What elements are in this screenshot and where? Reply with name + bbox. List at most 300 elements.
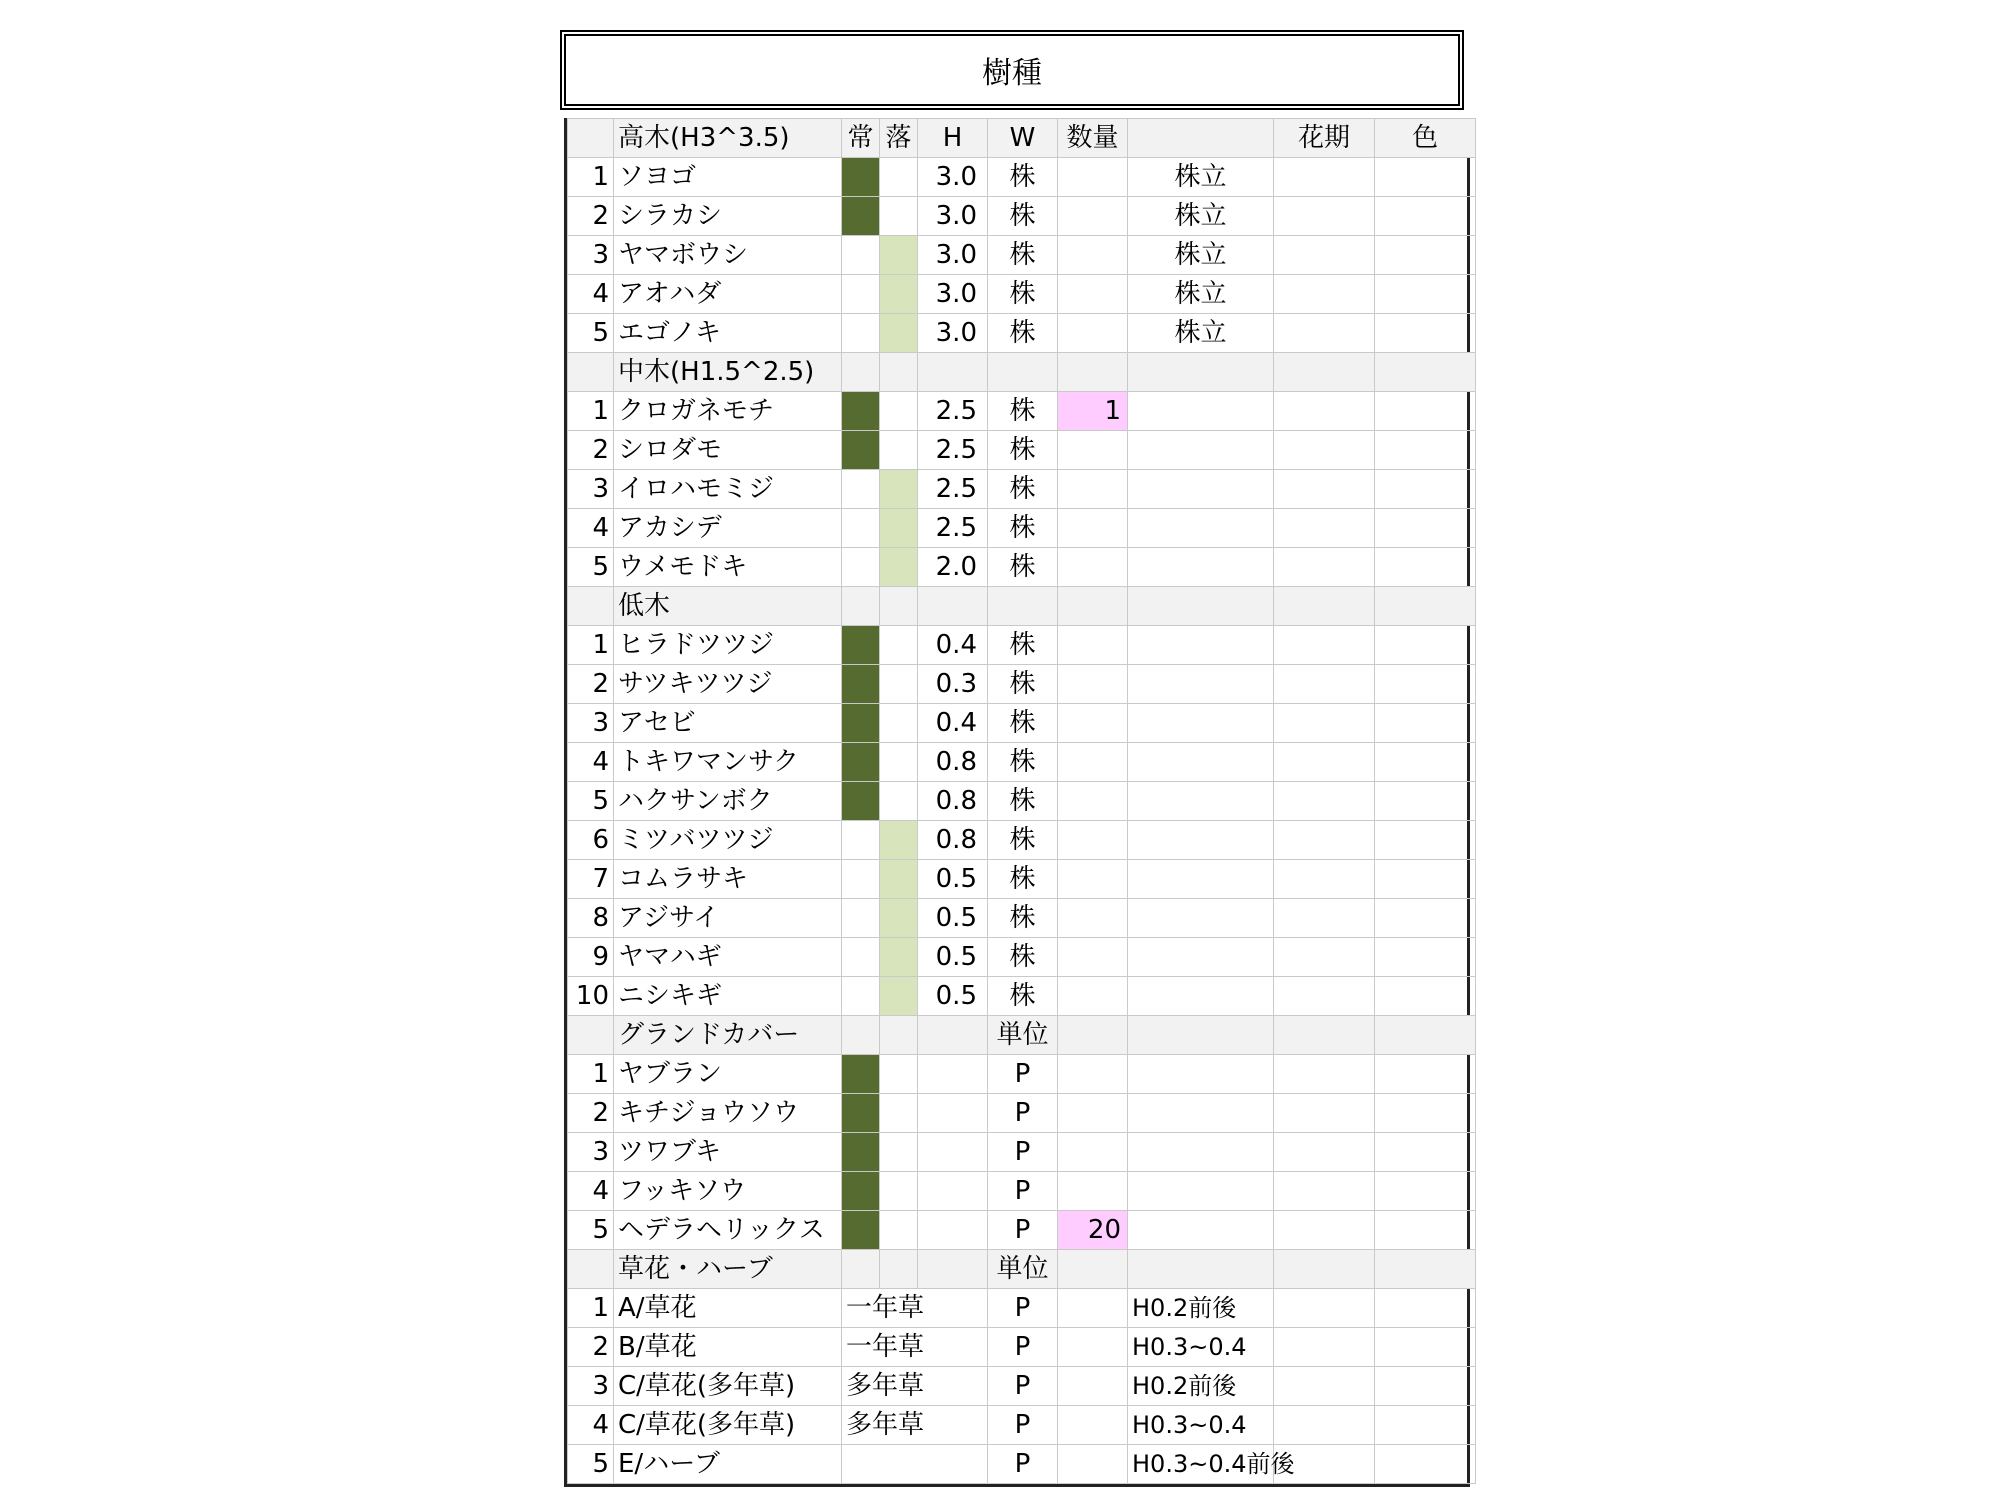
evergreen-marker: [842, 977, 880, 1016]
color-value: [1375, 977, 1476, 1016]
table-row: [568, 1445, 1476, 1484]
plant-name: ツワブキ: [614, 1133, 842, 1172]
plant-name: C/草花(多年草): [614, 1367, 842, 1406]
evergreen-marker: [842, 1172, 880, 1211]
row-number: 5: [568, 1445, 614, 1484]
note-value: [1128, 860, 1274, 899]
section-title: 草花・ハーブ: [614, 1250, 842, 1289]
deciduous-marker: [880, 275, 918, 314]
section-deciduous: [880, 1016, 918, 1055]
header-row: [568, 119, 1476, 158]
section-color: [1375, 587, 1476, 626]
width-value: 株: [988, 236, 1058, 275]
quantity-value: [1058, 938, 1128, 977]
color-value: [1375, 158, 1476, 197]
bloom-value: [1274, 665, 1375, 704]
width-value: 株: [988, 743, 1058, 782]
color-value: [1375, 431, 1476, 470]
deciduous-marker: [880, 1094, 918, 1133]
deciduous-marker: [880, 392, 918, 431]
note-value: H0.2前後: [1128, 1367, 1274, 1406]
note-value: [1128, 626, 1274, 665]
evergreen-marker: [842, 782, 880, 821]
table-row: [568, 1211, 1476, 1250]
height-value: [918, 1172, 988, 1211]
section-title: 中木(H1.5^2.5): [614, 353, 842, 392]
table-row: [568, 431, 1476, 470]
note-value: [1128, 1094, 1274, 1133]
plant-name: ミツバツツジ: [614, 821, 842, 860]
header-color: 色: [1375, 119, 1476, 158]
height-value: 3.0: [918, 236, 988, 275]
deciduous-marker: [880, 431, 918, 470]
color-value: [1375, 1211, 1476, 1250]
note-value: [1128, 392, 1274, 431]
note-value: [1128, 431, 1274, 470]
header-evergreen: 常: [842, 119, 880, 158]
height-value: 3.0: [918, 314, 988, 353]
row-number: 3: [568, 236, 614, 275]
quantity-value: [1058, 704, 1128, 743]
row-number: 1: [568, 158, 614, 197]
row-number: 4: [568, 509, 614, 548]
width-value: P: [988, 1094, 1058, 1133]
table-row: [568, 860, 1476, 899]
quantity-value: [1058, 509, 1128, 548]
row-number: 5: [568, 314, 614, 353]
sheet-title: 樹種: [560, 30, 1464, 110]
section-row-ground-cover: [568, 1016, 1476, 1055]
header-tall-section: 高木(H3^3.5): [614, 119, 842, 158]
color-value: [1375, 704, 1476, 743]
deciduous-marker: [880, 470, 918, 509]
row-number: 4: [568, 1172, 614, 1211]
note-value: [1128, 938, 1274, 977]
quantity-value: [1058, 197, 1128, 236]
width-value: 株: [988, 470, 1058, 509]
deciduous-marker: [880, 158, 918, 197]
height-value: 0.5: [918, 899, 988, 938]
note-value: H0.2前後: [1128, 1289, 1274, 1328]
width-value: P: [988, 1406, 1058, 1445]
deciduous-marker: [880, 1172, 918, 1211]
height-value: 0.3: [918, 665, 988, 704]
row-number: 1: [568, 626, 614, 665]
color-value: [1375, 236, 1476, 275]
note-value: [1128, 1211, 1274, 1250]
evergreen-marker: [842, 236, 880, 275]
table-row: [568, 197, 1476, 236]
color-value: [1375, 509, 1476, 548]
note-value: [1128, 548, 1274, 587]
height-value: 2.0: [918, 548, 988, 587]
note-value: H0.3~0.4前後: [1128, 1445, 1274, 1484]
plant-name: キチジョウソウ: [614, 1094, 842, 1133]
quantity-value: [1058, 1289, 1128, 1328]
plant-name: フッキソウ: [614, 1172, 842, 1211]
table-row: [568, 1289, 1476, 1328]
plant-name: アカシデ: [614, 509, 842, 548]
table-row: [568, 938, 1476, 977]
note-value: 株立: [1128, 236, 1274, 275]
bloom-value: [1274, 821, 1375, 860]
height-value: 0.5: [918, 938, 988, 977]
section-row-mid-trees: [568, 353, 1476, 392]
table-row: [568, 626, 1476, 665]
section-num: [568, 587, 614, 626]
color-value: [1375, 938, 1476, 977]
section-bloom: [1274, 1250, 1375, 1289]
row-number: 2: [568, 1328, 614, 1367]
quantity-value: [1058, 236, 1128, 275]
quantity-value: [1058, 1055, 1128, 1094]
plant-name: ハクサンボク: [614, 782, 842, 821]
width-value: 株: [988, 860, 1058, 899]
color-value: [1375, 1289, 1476, 1328]
width-value: 株: [988, 626, 1058, 665]
row-number: 5: [568, 548, 614, 587]
section-bloom: [1274, 353, 1375, 392]
deciduous-marker: [880, 1211, 918, 1250]
section-note: [1128, 353, 1274, 392]
width-value: P: [988, 1172, 1058, 1211]
table-row: [568, 1367, 1476, 1406]
height-value: 2.5: [918, 470, 988, 509]
section-color: [1375, 1250, 1476, 1289]
quantity-value: [1058, 899, 1128, 938]
evergreen-marker: [842, 392, 880, 431]
plant-type: 多年草: [842, 1367, 988, 1406]
plant-name: コムラサキ: [614, 860, 842, 899]
evergreen-marker: [842, 314, 880, 353]
plant-name: C/草花(多年草): [614, 1406, 842, 1445]
bloom-value: [1274, 431, 1375, 470]
plant-name: ヤブラン: [614, 1055, 842, 1094]
section-quantity: [1058, 587, 1128, 626]
evergreen-marker: [842, 665, 880, 704]
color-value: [1375, 548, 1476, 587]
deciduous-marker: [880, 1133, 918, 1172]
width-value: 株: [988, 431, 1058, 470]
evergreen-marker: [842, 1211, 880, 1250]
quantity-value: [1058, 158, 1128, 197]
deciduous-marker: [880, 704, 918, 743]
quantity-value: [1058, 1133, 1128, 1172]
plant-list-sheet: [560, 30, 1470, 1477]
bloom-value: [1274, 275, 1375, 314]
evergreen-marker: [842, 1094, 880, 1133]
height-value: 0.8: [918, 821, 988, 860]
section-num: [568, 1016, 614, 1055]
width-value: 株: [988, 275, 1058, 314]
evergreen-marker: [842, 821, 880, 860]
color-value: [1375, 1133, 1476, 1172]
width-value: 株: [988, 548, 1058, 587]
width-value: P: [988, 1133, 1058, 1172]
table-row: [568, 782, 1476, 821]
bloom-value: [1274, 1211, 1375, 1250]
color-value: [1375, 899, 1476, 938]
bloom-value: [1274, 1055, 1375, 1094]
row-number: 2: [568, 1094, 614, 1133]
color-value: [1375, 626, 1476, 665]
deciduous-marker: [880, 938, 918, 977]
note-value: [1128, 665, 1274, 704]
header-deciduous: 落: [880, 119, 918, 158]
height-value: 0.4: [918, 704, 988, 743]
height-value: 3.0: [918, 275, 988, 314]
evergreen-marker: [842, 275, 880, 314]
bloom-value: [1274, 743, 1375, 782]
deciduous-marker: [880, 197, 918, 236]
width-value: P: [988, 1055, 1058, 1094]
section-evergreen: [842, 353, 880, 392]
bloom-value: [1274, 509, 1375, 548]
section-height: [918, 1250, 988, 1289]
deciduous-marker: [880, 821, 918, 860]
section-height: [918, 353, 988, 392]
section-deciduous: [880, 587, 918, 626]
deciduous-marker: [880, 665, 918, 704]
table-row: [568, 899, 1476, 938]
height-value: 2.5: [918, 431, 988, 470]
plant-name: アセビ: [614, 704, 842, 743]
row-number: 3: [568, 1367, 614, 1406]
section-height: [918, 1016, 988, 1055]
section-unit: [988, 587, 1058, 626]
width-value: 株: [988, 704, 1058, 743]
bloom-value: [1274, 626, 1375, 665]
quantity-value: [1058, 1094, 1128, 1133]
quantity-value: [1058, 431, 1128, 470]
section-deciduous: [880, 353, 918, 392]
height-value: 3.0: [918, 158, 988, 197]
evergreen-marker: [842, 431, 880, 470]
table-row: [568, 743, 1476, 782]
quantity-value: [1058, 821, 1128, 860]
plant-table-container: [564, 118, 1470, 1487]
color-value: [1375, 1055, 1476, 1094]
color-value: [1375, 782, 1476, 821]
bloom-value: [1274, 704, 1375, 743]
height-value: 0.5: [918, 860, 988, 899]
section-note: [1128, 1016, 1274, 1055]
evergreen-marker: [842, 899, 880, 938]
bloom-value: [1274, 899, 1375, 938]
bloom-value: [1274, 782, 1375, 821]
row-number: 2: [568, 431, 614, 470]
bloom-value: [1274, 197, 1375, 236]
table-row: [568, 1406, 1476, 1445]
note-value: 株立: [1128, 158, 1274, 197]
table-row: [568, 1133, 1476, 1172]
width-value: 株: [988, 782, 1058, 821]
width-value: 株: [988, 665, 1058, 704]
deciduous-marker: [880, 743, 918, 782]
plant-name: E/ハーブ: [614, 1445, 842, 1484]
deciduous-marker: [880, 236, 918, 275]
bloom-value: [1274, 1172, 1375, 1211]
quantity-value: [1058, 1445, 1128, 1484]
row-number: 2: [568, 665, 614, 704]
note-value: H0.3~0.4: [1128, 1406, 1274, 1445]
section-bloom: [1274, 587, 1375, 626]
color-value: [1375, 1328, 1476, 1367]
row-number: 5: [568, 1211, 614, 1250]
table-row: [568, 704, 1476, 743]
section-height: [918, 587, 988, 626]
note-value: [1128, 1133, 1274, 1172]
bloom-value: [1274, 1133, 1375, 1172]
row-number: 1: [568, 1055, 614, 1094]
color-value: [1375, 743, 1476, 782]
quantity-value: [1058, 275, 1128, 314]
height-value: [918, 1055, 988, 1094]
plant-name: エゴノキ: [614, 314, 842, 353]
note-value: 株立: [1128, 314, 1274, 353]
height-value: 0.4: [918, 626, 988, 665]
color-value: [1375, 1367, 1476, 1406]
header-num: [568, 119, 614, 158]
section-color: [1375, 353, 1476, 392]
plant-name: ウメモドキ: [614, 548, 842, 587]
width-value: 株: [988, 977, 1058, 1016]
bloom-value: [1274, 1367, 1375, 1406]
bloom-value: [1274, 392, 1375, 431]
section-title: グランドカバー: [614, 1016, 842, 1055]
width-value: P: [988, 1445, 1058, 1484]
evergreen-marker: [842, 626, 880, 665]
quantity-value: [1058, 782, 1128, 821]
plant-name: ヤマボウシ: [614, 236, 842, 275]
evergreen-marker: [842, 158, 880, 197]
plant-name: ソヨゴ: [614, 158, 842, 197]
quantity-value: [1058, 548, 1128, 587]
table-row: [568, 314, 1476, 353]
plant-name: ニシキギ: [614, 977, 842, 1016]
table-row: [568, 158, 1476, 197]
plant-name: アオハダ: [614, 275, 842, 314]
height-value: 2.5: [918, 509, 988, 548]
table-row: [568, 821, 1476, 860]
section-row-low-trees: [568, 587, 1476, 626]
plant-name: サツキツツジ: [614, 665, 842, 704]
row-number: 4: [568, 743, 614, 782]
height-value: [918, 1133, 988, 1172]
plant-type: [842, 1445, 988, 1484]
header-width: W: [988, 119, 1058, 158]
plant-type: 一年草: [842, 1328, 988, 1367]
section-deciduous: [880, 1250, 918, 1289]
quantity-value: [1058, 1406, 1128, 1445]
row-number: 3: [568, 1133, 614, 1172]
plant-table: [567, 118, 1476, 1484]
section-quantity: [1058, 353, 1128, 392]
deciduous-marker: [880, 314, 918, 353]
plant-table-body: [568, 119, 1476, 1484]
row-number: 10: [568, 977, 614, 1016]
color-value: [1375, 1406, 1476, 1445]
width-value: 株: [988, 899, 1058, 938]
evergreen-marker: [842, 509, 880, 548]
note-value: [1128, 743, 1274, 782]
plant-type: 一年草: [842, 1289, 988, 1328]
row-number: 2: [568, 197, 614, 236]
color-value: [1375, 821, 1476, 860]
note-value: H0.3~0.4: [1128, 1328, 1274, 1367]
plant-type: 多年草: [842, 1406, 988, 1445]
header-bloom: 花期: [1274, 119, 1375, 158]
deciduous-marker: [880, 899, 918, 938]
section-unit: 単位: [988, 1250, 1058, 1289]
width-value: P: [988, 1211, 1058, 1250]
section-color: [1375, 1016, 1476, 1055]
width-value: 株: [988, 821, 1058, 860]
width-value: 株: [988, 392, 1058, 431]
bloom-value: [1274, 470, 1375, 509]
row-number: 1: [568, 1289, 614, 1328]
row-number: 1: [568, 392, 614, 431]
bloom-value: [1274, 860, 1375, 899]
deciduous-marker: [880, 548, 918, 587]
bloom-value: [1274, 1328, 1375, 1367]
table-row: [568, 1172, 1476, 1211]
note-value: [1128, 821, 1274, 860]
quantity-value: [1058, 470, 1128, 509]
color-value: [1375, 1445, 1476, 1484]
quantity-value: [1058, 1172, 1128, 1211]
color-value: [1375, 314, 1476, 353]
note-value: [1128, 470, 1274, 509]
color-value: [1375, 197, 1476, 236]
deciduous-marker: [880, 509, 918, 548]
row-number: 3: [568, 470, 614, 509]
color-value: [1375, 1172, 1476, 1211]
plant-name: クロガネモチ: [614, 392, 842, 431]
quantity-value: 1: [1058, 392, 1128, 431]
width-value: 株: [988, 158, 1058, 197]
row-number: 9: [568, 938, 614, 977]
bloom-value: [1274, 548, 1375, 587]
width-value: 株: [988, 509, 1058, 548]
width-value: P: [988, 1289, 1058, 1328]
section-bloom: [1274, 1016, 1375, 1055]
evergreen-marker: [842, 1133, 880, 1172]
bloom-value: [1274, 1289, 1375, 1328]
height-value: 2.5: [918, 392, 988, 431]
section-evergreen: [842, 1250, 880, 1289]
section-evergreen: [842, 587, 880, 626]
table-row: [568, 977, 1476, 1016]
height-value: 0.5: [918, 977, 988, 1016]
evergreen-marker: [842, 860, 880, 899]
table-row: [568, 392, 1476, 431]
table-row: [568, 665, 1476, 704]
row-number: 8: [568, 899, 614, 938]
section-note: [1128, 587, 1274, 626]
table-row: [568, 470, 1476, 509]
note-value: 株立: [1128, 275, 1274, 314]
width-value: P: [988, 1328, 1058, 1367]
table-row: [568, 1094, 1476, 1133]
width-value: 株: [988, 197, 1058, 236]
header-height: H: [918, 119, 988, 158]
section-num: [568, 353, 614, 392]
bloom-value: [1274, 1406, 1375, 1445]
deciduous-marker: [880, 860, 918, 899]
plant-name: イロハモミジ: [614, 470, 842, 509]
color-value: [1375, 1094, 1476, 1133]
